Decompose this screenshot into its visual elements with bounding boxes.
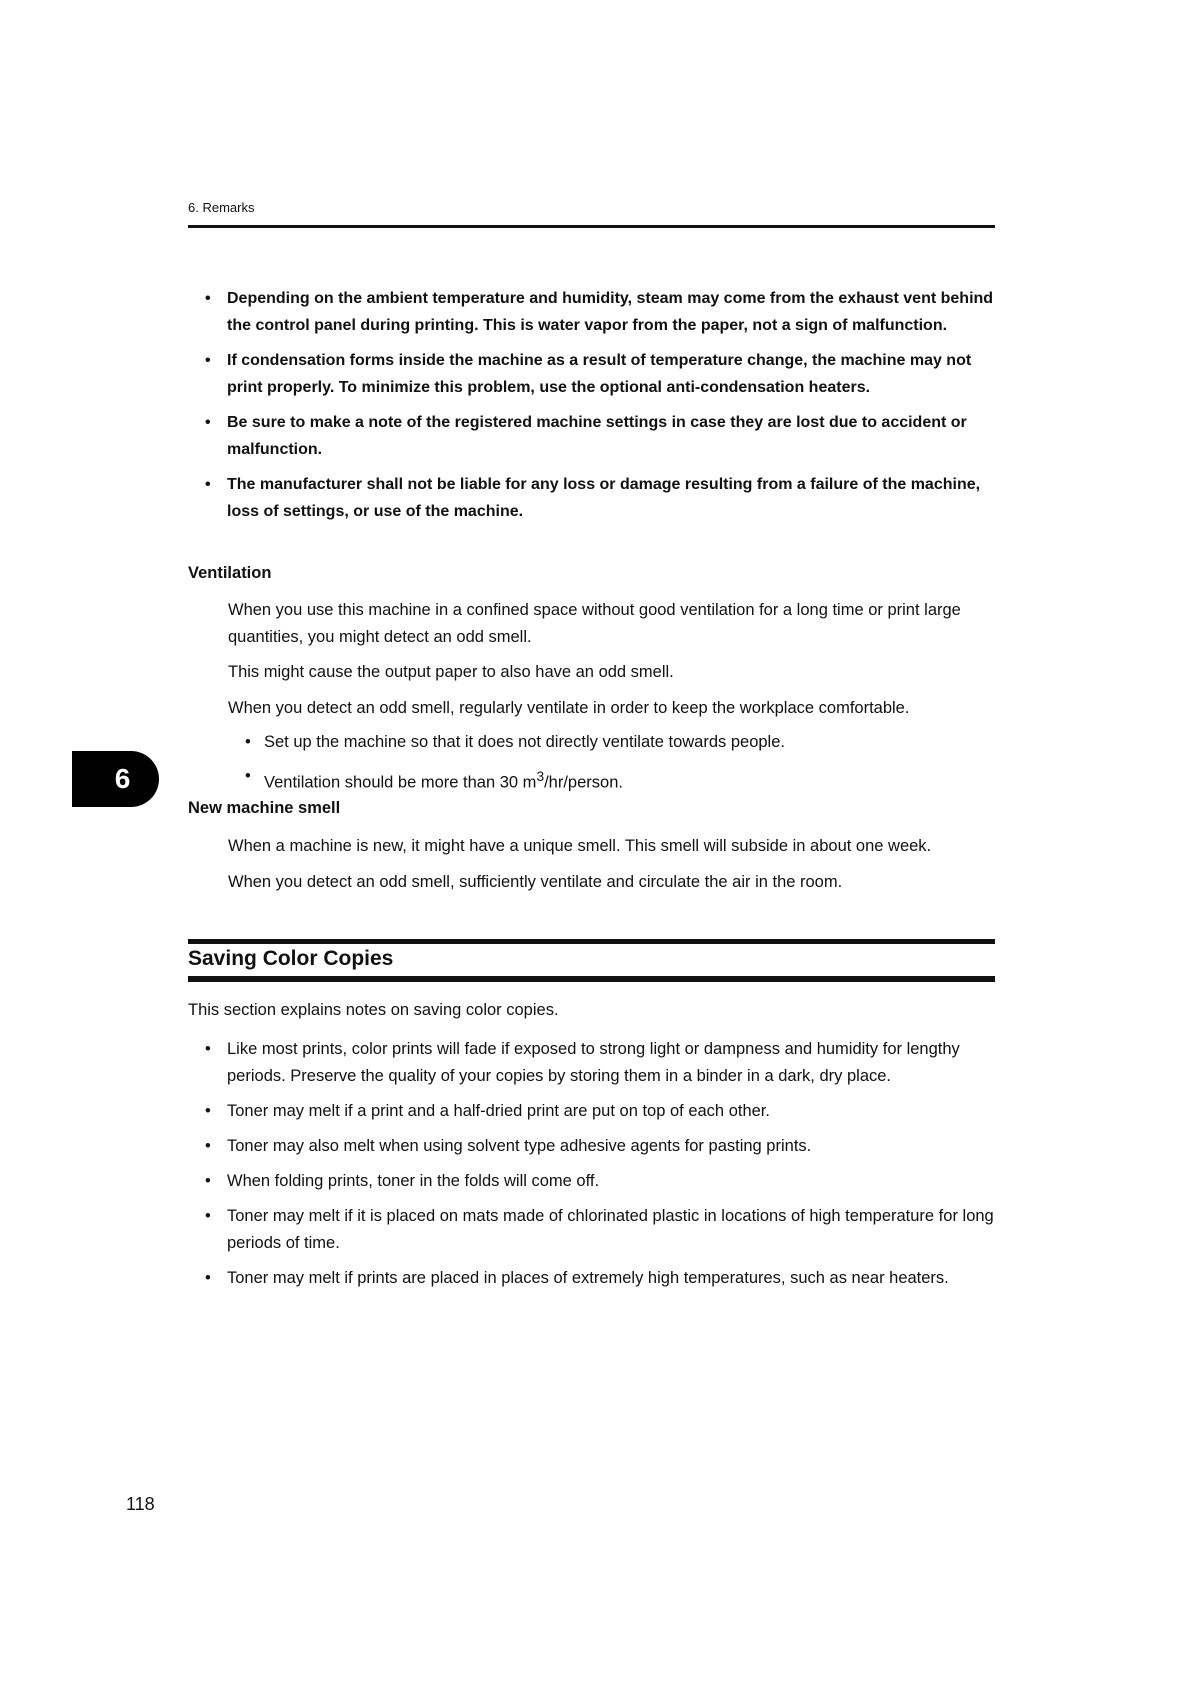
precautions-list [188, 285, 998, 533]
header-divider [188, 225, 995, 228]
list-item: • Toner may melt if prints are placed in places of extremely high temperatures, such as near heaters. [188, 1265, 998, 1292]
bullet-icon: • [205, 1137, 211, 1155]
bullet-icon: • [205, 476, 211, 493]
section-top-divider [188, 939, 995, 944]
list-item: • Ventilation should be more than 30 $m^3/hr$/person. [228, 763, 988, 797]
bullet-icon: • [205, 1040, 211, 1058]
page-number: 118 [126, 1494, 155, 1514]
bullet-icon: • [205, 1172, 211, 1190]
list-item: • Depending on the ambient temperature and humidity, steam may come from the exhaust vent behind the control panel during printing. This is water vapor from the paper, not a sign of malfunction. [188, 285, 998, 339]
new-machine-smell-paragraph: When you detect an odd smell, sufficiently ventilate and circulate the air in the room. [228, 873, 843, 891]
section-intro: This section explains notes on saving color copies. [188, 1001, 559, 1019]
chapter-label: 6. Remarks [188, 200, 255, 215]
ventilation-paragraph: When you use this machine in a confined space without good ventilation for a long time or print large quantities, you might detect an odd smell. [228, 601, 961, 646]
list-item: • Toner may melt if it is placed on mats made of chlorinated plastic in locations of high temperature for long periods of time. [188, 1203, 998, 1257]
bullet-icon: • [205, 1207, 211, 1225]
bullet-icon: • [245, 733, 251, 751]
chapter-tab: 6 [72, 751, 159, 807]
new-machine-smell-heading: New machine smell [188, 799, 341, 817]
superscript: 3 [536, 769, 545, 784]
bullet-icon: • [245, 767, 251, 785]
saving-color-copies-list [188, 1036, 998, 1300]
list-item: • Set up the machine so that it does not directly ventilate towards people. [228, 729, 988, 756]
bullet-icon: • [205, 414, 211, 431]
list-item: • If condensation forms inside the machine as a result of temperature change, the machine may not print properly. To minimize this problem, use the optional anti-condensation heaters. [188, 347, 998, 401]
bullet-icon: • [205, 352, 211, 369]
ventilation-heading: Ventilation [188, 564, 272, 582]
ventilation-paragraph: This might cause the output paper to also have an odd smell. [228, 663, 674, 681]
section-bottom-divider [188, 976, 995, 982]
bullet-icon: • [205, 290, 211, 307]
list-item: • Toner may also melt when using solvent type adhesive agents for pasting prints. [188, 1133, 998, 1160]
list-item: • The manufacturer shall not be liable for any loss or damage resulting from a failure of the machine, loss of settings, or use of the machine. [188, 471, 998, 525]
ventilation-list [228, 729, 988, 804]
section-title: Saving Color Copies [188, 947, 394, 970]
bullet-icon: • [205, 1102, 211, 1120]
list-item: • Like most prints, color prints will fade if exposed to strong light or dampness and humidity for lengthy periods. Preserve the quality of your copies by storing them in a binder in a dark, dry place. [188, 1036, 998, 1090]
list-item: • Toner may melt if a print and a half-dried print are put on top of each other. [188, 1098, 998, 1125]
list-item: • When folding prints, toner in the folds will come off. [188, 1168, 998, 1195]
ventilation-paragraph: When you detect an odd smell, regularly ventilate in order to keep the workplace comfortable. [228, 699, 910, 717]
list-item: • Be sure to make a note of the registered machine settings in case they are lost due to accident or malfunction. [188, 409, 998, 463]
new-machine-smell-paragraph: When a machine is new, it might have a unique smell. This smell will subside in about one week. [228, 837, 932, 855]
bullet-icon: • [205, 1269, 211, 1287]
